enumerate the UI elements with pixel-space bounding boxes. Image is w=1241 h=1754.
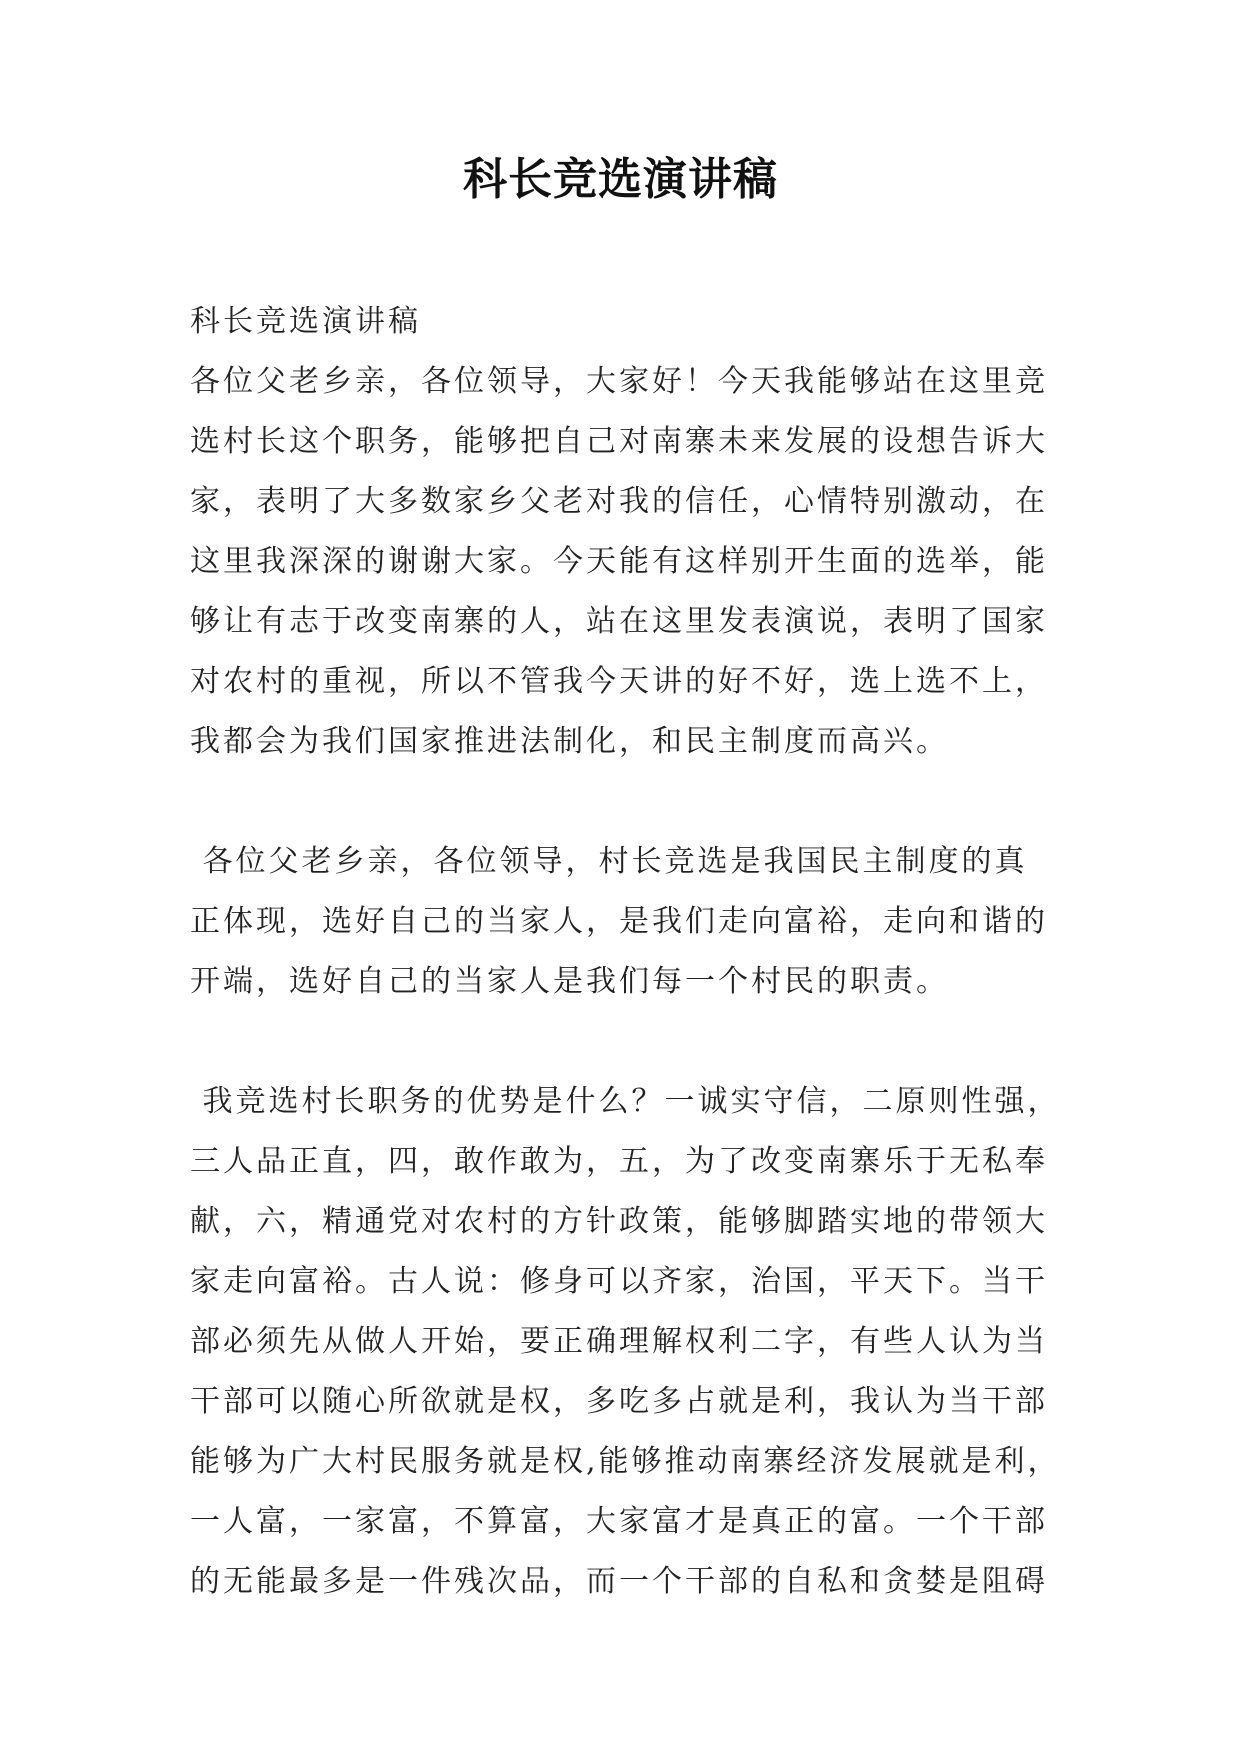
body-line: 各位父老乡亲，各位领导，大家好！今天我能够站在这里竞	[190, 364, 1048, 399]
body-line: 正体现，选好自己的当家人，是我们走向富裕，走向和谐的	[190, 904, 1048, 939]
body-line: 够让有志于改变南寨的人，站在这里发表演说，表明了国家	[190, 604, 1048, 639]
body-line: 我竞选村长职务的优势是什么？一诚实守信，二原则性强，	[190, 1084, 1061, 1119]
body-line: 干部可以随心所欲就是权，多吃多占就是利，我认为当干部	[190, 1384, 1048, 1419]
body-line: 选村长这个职务，能够把自己对南寨未来发展的设想告诉大	[190, 424, 1048, 459]
body-line: 我都会为我们国家推进法制化，和民主制度而高兴。	[190, 724, 949, 759]
body-line: 献，六，精通党对农村的方针政策，能够脚踏实地的带领大	[190, 1204, 1048, 1239]
body-line: 对农村的重视，所以不管我今天讲的好不好，选上选不上，	[190, 664, 1048, 699]
document-title: 科长竞选演讲稿	[463, 154, 778, 205]
paragraph-gap	[190, 772, 1070, 832]
body-line: 三人品正直，四，敢作敢为，五，为了改变南寨乐于无私奉	[190, 1144, 1048, 1179]
body-line: 的无能最多是一件残次品，而一个干部的自私和贪婪是阻碍	[190, 1564, 1048, 1599]
body-line: 开端，选好自己的当家人是我们每一个村民的职责。	[190, 964, 949, 999]
body-line: 家走向富裕。古人说：修身可以齐家，治国，平天下。当干	[190, 1264, 1048, 1299]
body-line: 家，表明了大多数家乡父老对我的信任，心情特别激动，在	[190, 484, 1048, 519]
body-line: 科长竞选演讲稿	[190, 304, 421, 339]
body-line: 部必须先从做人开始，要正确理解权利二字，有些人认为当	[190, 1324, 1048, 1359]
document-body	[190, 292, 1070, 1612]
paragraph-gap	[190, 1012, 1070, 1072]
body-line: 能够为广大村民服务就是权,能够推动南寨经济发展就是利，	[190, 1444, 1061, 1479]
body-line: 一人富，一家富，不算富，大家富才是真正的富。一个干部	[190, 1504, 1048, 1539]
body-line: 各位父老乡亲，各位领导，村长竞选是我国民主制度的真	[190, 844, 1028, 879]
body-line: 这里我深深的谢谢大家。今天能有这样别开生面的选举，能	[190, 544, 1048, 579]
